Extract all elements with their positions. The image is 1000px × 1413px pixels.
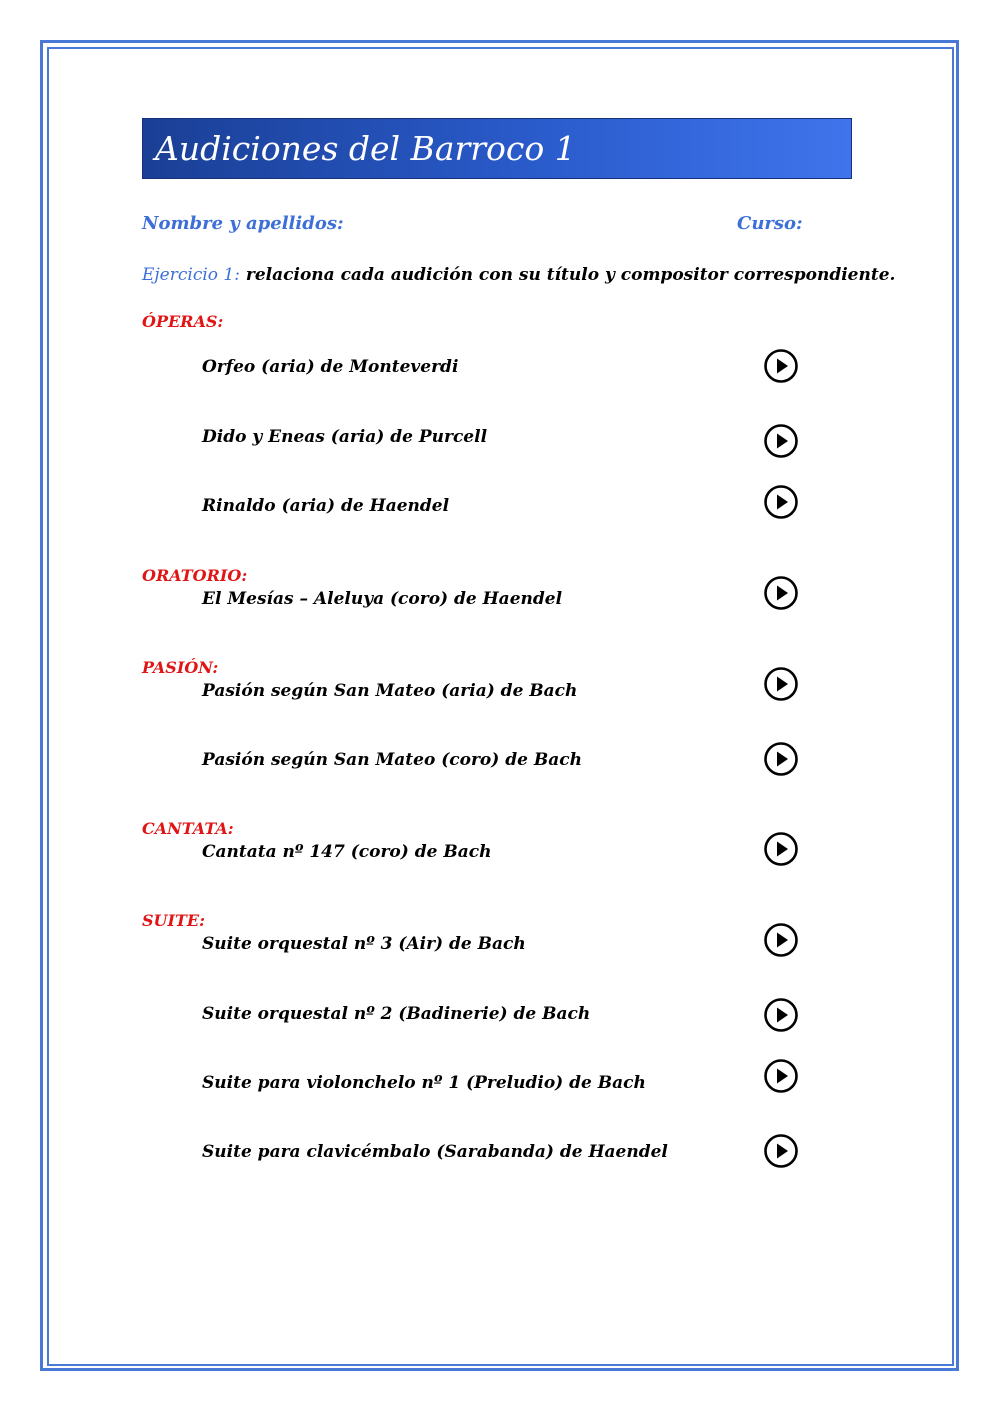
play-button-suite-3[interactable]	[764, 923, 798, 957]
play-circle-icon	[764, 742, 798, 776]
play-circle-icon	[764, 1059, 798, 1093]
play-button-pasion-coro[interactable]	[764, 742, 798, 776]
section-suite: SUITE:	[142, 911, 205, 930]
audio-item-violonchelo: Suite para violonchelo nº 1 (Preludio) de Bach	[202, 1073, 646, 1093]
audio-item-clavicembalo: Suite para clavicémbalo (Sarabanda) de Haendel	[202, 1142, 668, 1162]
page-frame-inner	[47, 47, 954, 1366]
audio-item-rinaldo: Rinaldo (aria) de Haendel	[202, 496, 450, 516]
title-bar	[142, 118, 852, 179]
play-button-dido[interactable]	[764, 424, 798, 458]
play-circle-icon	[764, 349, 798, 383]
audio-item-cantata: Cantata nº 147 (coro) de Bach	[202, 842, 492, 862]
section-pasion: PASIÓN:	[142, 658, 219, 677]
play-button-pasion-aria[interactable]	[764, 667, 798, 701]
play-button-suite-2[interactable]	[764, 998, 798, 1032]
play-circle-icon	[764, 424, 798, 458]
play-button-mesias[interactable]	[764, 576, 798, 610]
play-button-rinaldo[interactable]	[764, 485, 798, 519]
play-circle-icon	[764, 1134, 798, 1168]
play-button-clavicembalo[interactable]	[764, 1134, 798, 1168]
audio-item-suite-3: Suite orquestal nº 3 (Air) de Bach	[202, 934, 526, 954]
audio-item-mesias: El Mesías – Aleluya (coro) de Haendel	[202, 589, 563, 609]
section-oratorio: ORATORIO:	[142, 566, 248, 585]
exercise-text: relaciona cada audición con su título y compositor correspondiente.	[239, 265, 896, 285]
play-circle-icon	[764, 832, 798, 866]
exercise-number: Ejercicio 1:	[142, 265, 240, 285]
play-circle-icon	[764, 667, 798, 701]
section-operas: ÓPERAS:	[142, 312, 224, 331]
audio-item-orfeo: Orfeo (aria) de Monteverdi	[202, 357, 459, 377]
play-button-orfeo[interactable]	[764, 349, 798, 383]
play-circle-icon	[764, 485, 798, 519]
play-circle-icon	[764, 923, 798, 957]
play-circle-icon	[764, 576, 798, 610]
play-circle-icon	[764, 998, 798, 1032]
play-button-violonchelo[interactable]	[764, 1059, 798, 1093]
course-label: Curso:	[737, 213, 803, 234]
audio-item-suite-2: Suite orquestal nº 2 (Badinerie) de Bach	[202, 1004, 591, 1024]
page-title: Audiciones del Barroco 1	[155, 129, 576, 168]
play-button-cantata[interactable]	[764, 832, 798, 866]
section-cantata: CANTATA:	[142, 819, 234, 838]
audio-item-dido: Dido y Eneas (aria) de Purcell	[202, 427, 488, 447]
exercise-instruction	[142, 264, 895, 286]
name-label: Nombre y apellidos:	[142, 213, 344, 234]
audio-item-pasion-aria: Pasión según San Mateo (aria) de Bach	[202, 681, 578, 701]
audio-item-pasion-coro: Pasión según San Mateo (coro) de Bach	[202, 750, 582, 770]
